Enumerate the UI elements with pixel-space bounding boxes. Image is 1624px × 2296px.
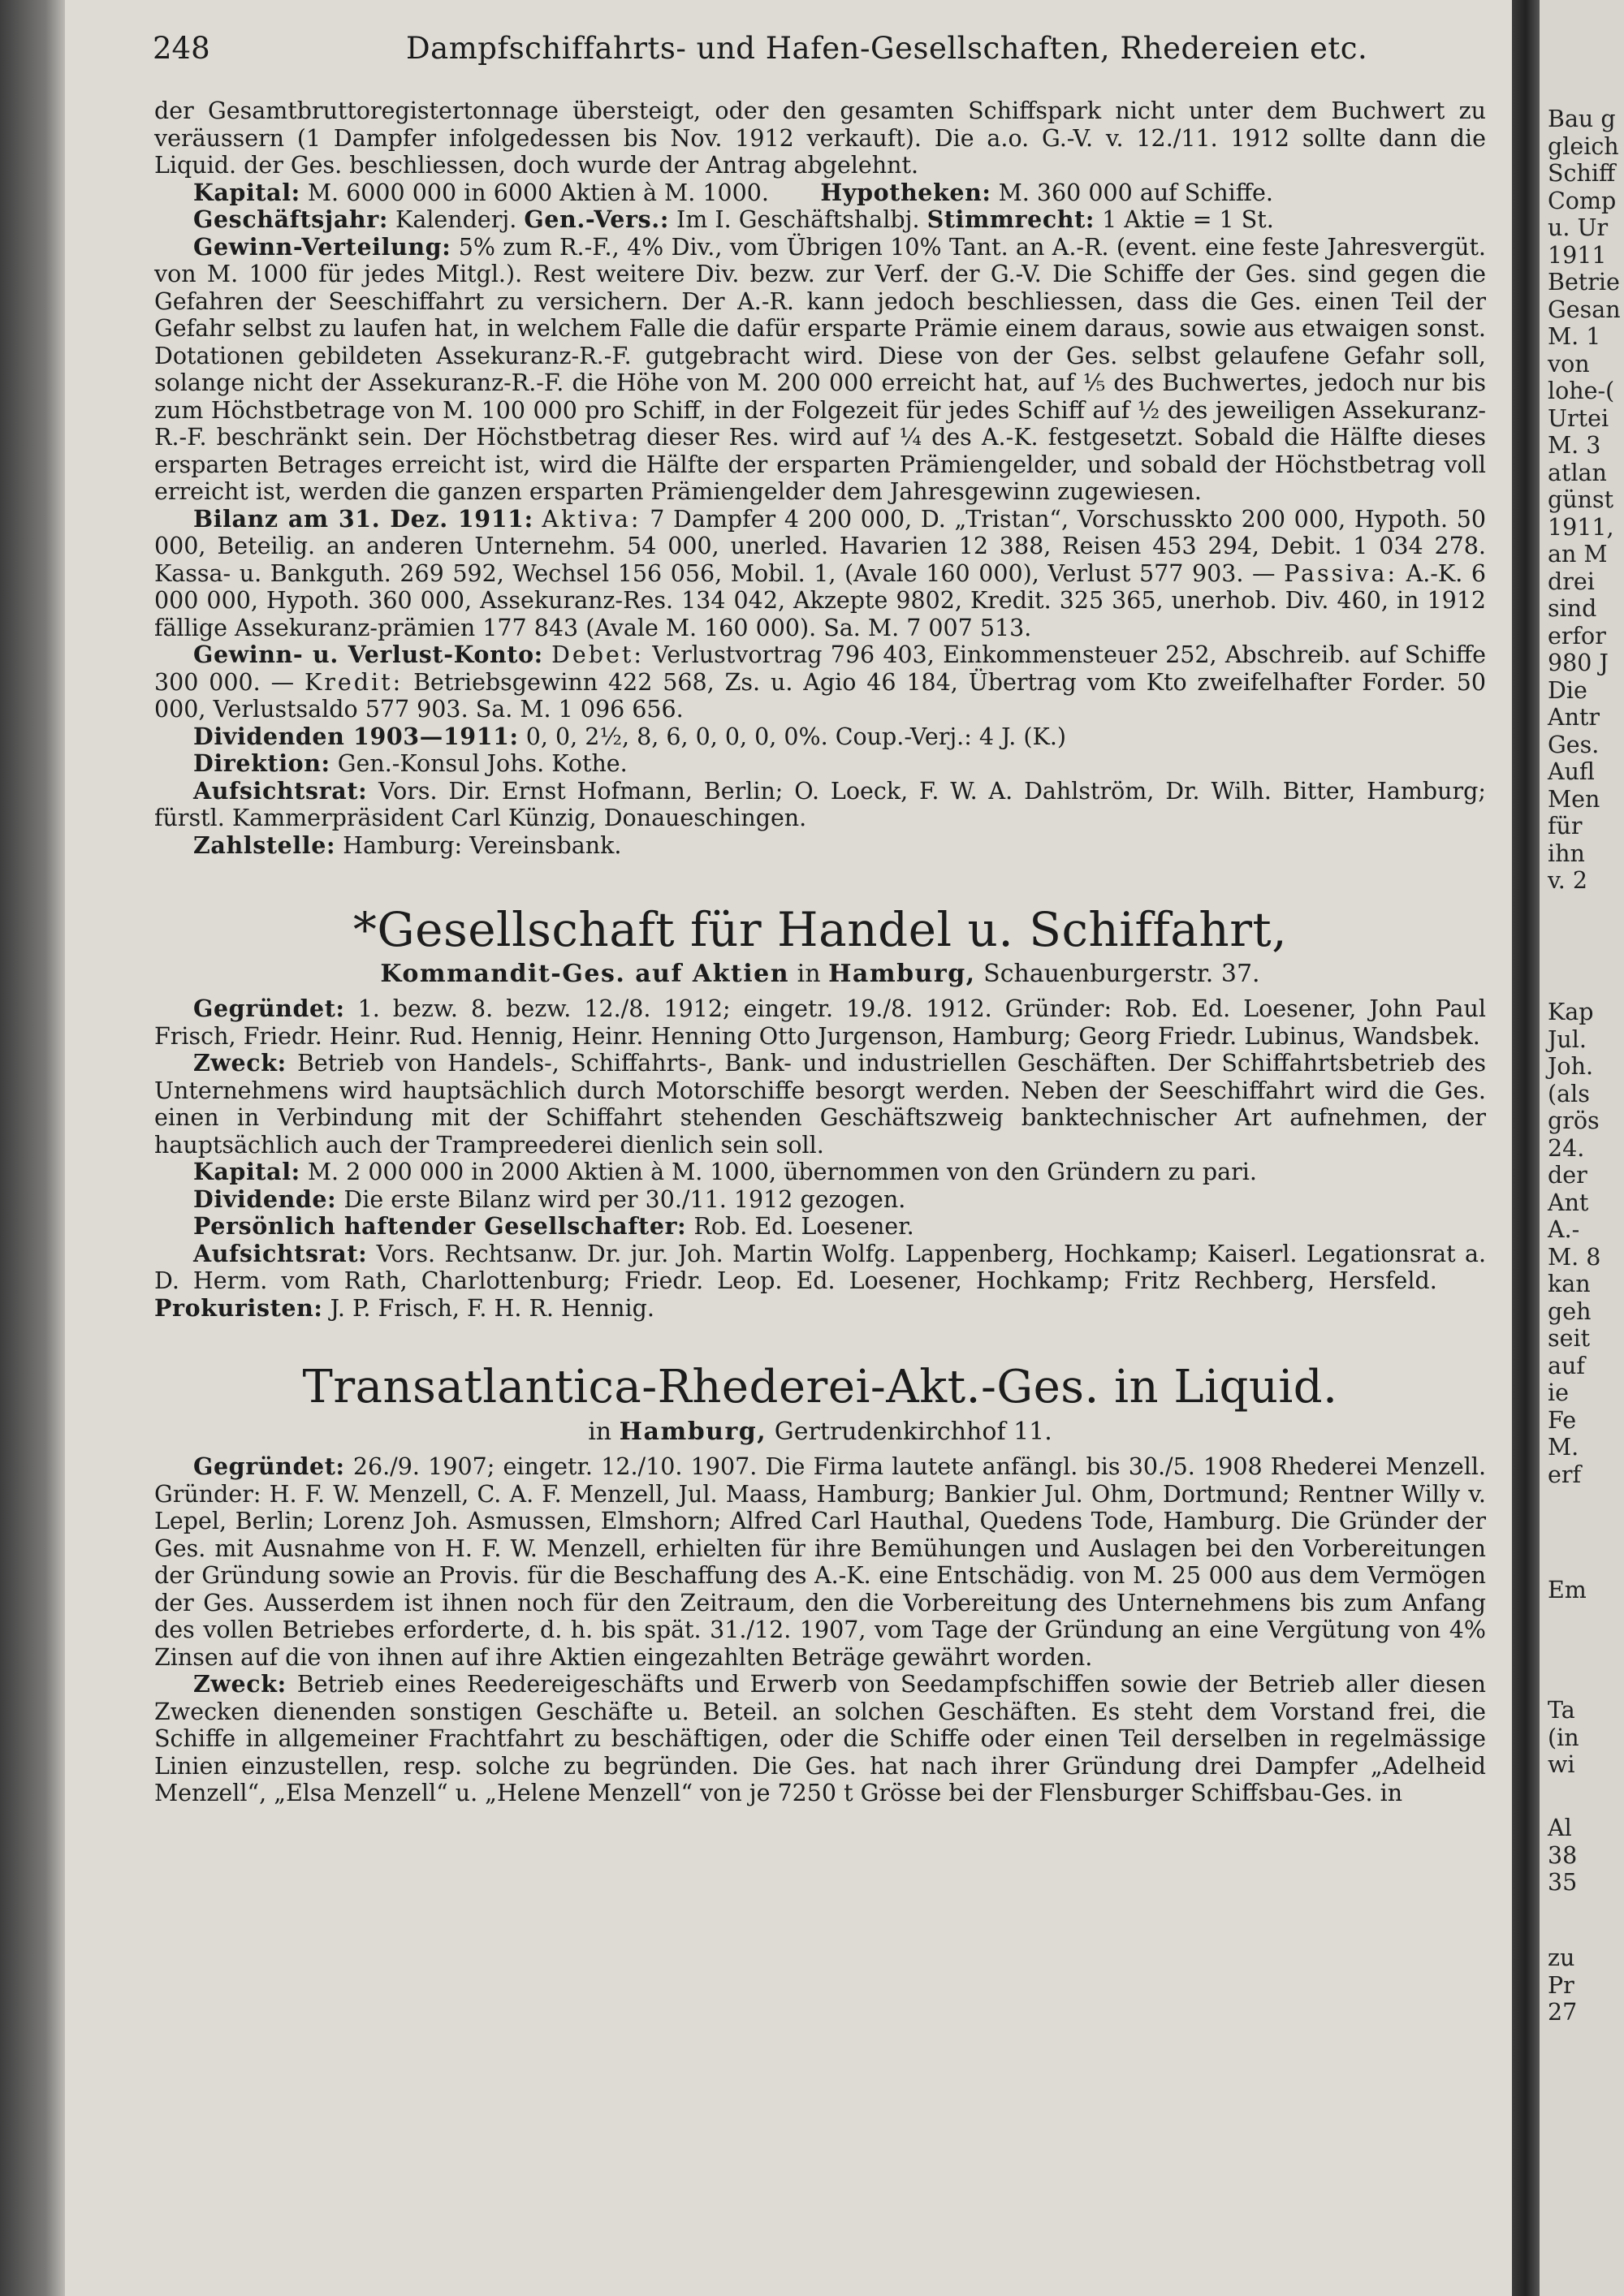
adjacent-page-text-fragment: von — [1548, 350, 1590, 378]
adjacent-page-text-fragment: Gesan — [1548, 296, 1621, 323]
scan-left-edge — [0, 0, 65, 2296]
adjacent-page-text-fragment: 1911, — [1548, 513, 1614, 541]
adjacent-page-text-fragment: Antr — [1548, 704, 1600, 731]
section1-guv: Gewinn- u. Verlust-Konto: Debet: Verlustvortrag 796 403, Einkommensteuer 252, Abschreib. auf Schiffe 300 000. — Kredit: Betriebsgewinn 422 568, Zs. u. Agio 46 184, Übertrag vom Kto zweifelhafter Forder. 50 000, Verlustsaldo 577 903. Sa. M. 1 096 656. — [154, 641, 1486, 723]
adjacent-page-text-fragment: Em — [1548, 1577, 1587, 1603]
adjacent-page-text-fragment: günst — [1548, 486, 1614, 513]
adjacent-page-text-fragment: Kap — [1548, 999, 1594, 1025]
adjacent-page-text-fragment: M. — [1548, 1434, 1579, 1461]
section1-aufsichtsrat: Aufsichtsrat: Vors. Dir. Ernst Hofmann, Berlin; O. Loeck, F. W. A. Dahlström, Dr. Wilh. Bitter, Hamburg; fürstl. Kammerpräsident Carl Künzig, Donaueschingen. — [154, 776, 1487, 831]
section2-aufsichtsrat: Aufsichtsrat: Vors. Rechtsanw. Dr. jur. Joh. Martin Wolfg. Lappenberg, Hochkamp; Kaiserl. Legationsrat a. D. Herm. vom Rath, Charlottenburg; Friedr. Leop. Ed. Loesener, Hochkamp; Fritz Rechberg, Hersfeld. Prokuristen: J. P. Frisch, F. H. R. Hennig. — [154, 1239, 1486, 1322]
adjacent-page-text-fragment: Betrie — [1548, 269, 1620, 296]
adjacent-page-text-fragment: Al — [1548, 1815, 1572, 1841]
section1-geschaeftsjahr: Geschäftsjahr: Kalenderj. Gen.-Vers.: Im I. Geschäftshalbj. Stimmrecht: 1 Aktie = 1 St. — [193, 205, 1274, 233]
adjacent-page-text-fragment: Comp — [1548, 187, 1617, 214]
adjacent-page-text-fragment: Fe — [1548, 1406, 1577, 1434]
adjacent-page-text-fragment: 1911 — [1548, 241, 1607, 269]
adjacent-page-text-fragment: Urtei — [1548, 404, 1609, 432]
adjacent-page-text-fragment: drei — [1548, 568, 1595, 595]
adjacent-page-text-fragment: Aufl — [1548, 758, 1595, 785]
running-title: Dampfschiffahrts- und Hafen-Gesellschaften, Rhedereien etc. — [406, 31, 1368, 66]
adjacent-page-text-fragment: an M — [1548, 541, 1608, 568]
adjacent-page-text-fragment: Ant — [1548, 1189, 1589, 1216]
adjacent-page-text-fragment: ie — [1548, 1379, 1569, 1406]
adjacent-page-text-fragment: Jul. — [1548, 1025, 1587, 1053]
section3-zweck: Zweck: Betrieb eines Reedereigeschäfts und Erwerb von Seedampfschiffen sowie der Betrieb aller diesen Zwecken dienenden sonstigen Geschäfte u. Beteil. an solchen Geschäften. Es steht dem Vorstand frei, die Schiffe in allgemeiner Frachtfahrt zu beschäftigen, oder die Schiffe oder einen Teil derselben in regelmässige Linien einzustellen, resp. solche zu begründen. Die Ges. hat nach ihrer Gründung drei Dampfer „Adelheid Menzell“, „Elsa Menzell“ u. „Helene Menzell“ von je 7250 t Grösse bei der Flensburger Schiffsbau-Ges. in — [154, 1670, 1487, 1806]
adjacent-page-text-fragment: Ta — [1548, 1697, 1575, 1724]
adjacent-page-text-fragment: der — [1548, 1162, 1587, 1189]
section1-zahlstelle: Zahlstelle: Hamburg: Vereinsbank. — [193, 831, 622, 859]
section1-intro: der Gesamtbruttoregistertonnage übersteigt, oder den gesamten Schiffspark nicht unter dem Buchwert zu veräussern (1 Dampfer infolgedessen bis Nov. 1912 verkauft). Die a.o. G.-V. v. 12./11. 1912 sollte dann die Liquid. der Ges. beschliessen, doch wurde der Antrag abgelehnt. — [154, 97, 1486, 179]
adjacent-page-text-fragment: wi — [1548, 1751, 1575, 1778]
adjacent-page-text-fragment: seit — [1548, 1325, 1591, 1352]
adjacent-page-text-fragment: 38 — [1548, 1841, 1578, 1869]
adjacent-page-text-fragment: (als — [1548, 1080, 1590, 1107]
adjacent-page-text-fragment: M. 3 — [1548, 432, 1601, 459]
adjacent-page-text-fragment: 980 J — [1548, 650, 1609, 676]
section2-dividende: Dividende: Die erste Bilanz wird per 30./11. 1912 gezogen. — [193, 1185, 906, 1213]
adjacent-page-text-fragment: lohe-( — [1548, 378, 1615, 404]
adjacent-page-text-fragment: Schiff — [1548, 160, 1616, 187]
adjacent-page-text-fragment: 27 — [1548, 1999, 1578, 2026]
adjacent-page-text-fragment: (in — [1548, 1724, 1579, 1751]
adjacent-page-text-fragment: erfor — [1548, 622, 1606, 650]
adjacent-page-text-fragment: ihn — [1548, 839, 1585, 867]
company-subheading-gesellschaft-handel: Kommandit-Ges. auf Aktien in Hamburg, Schauenburgerstr. 37. — [380, 960, 1260, 988]
adjacent-page-text-fragment: sind — [1548, 595, 1597, 622]
company-subheading-transatlantica: in Hamburg, Gertrudenkirchhof 11. — [588, 1418, 1052, 1446]
adjacent-page-text-fragment: geh — [1548, 1297, 1592, 1325]
adjacent-page-text-fragment: 35 — [1548, 1869, 1578, 1896]
section1-bilanz: Bilanz am 31. Dez. 1911: Aktiva: 7 Dampfer 4 200 000, D. „Tristan“, Vorschusskto 200 000, Hypoth. 50 000, Beteilig. an anderen Unternehm. 54 000, unerled. Havarien 12 388, Reisen 453 294, Debit. 1 034 278. Kassa- u. Bankguth. 269 592, Wechsel 156 056, Mobil. 1, (Avale 160 000), Verlust 577 903. — Passiva: A.-K. 6 000 000, Hypoth. 360 000, Assekuranz-Res. 134 042, Akzepte 9802, Kredit. 325 365, unerhob. Div. 460, in 1912 fällige Assekuranz-prämien 177 843 (Avale M. 160 000). Sa. M. 7 007 513. — [154, 504, 1487, 641]
company-heading-gesellschaft-handel: *Gesellschaft für Handel u. Schiffahrt, — [352, 902, 1288, 957]
adjacent-page-text-fragment: A.- — [1548, 1216, 1580, 1243]
section3-gegruendet: Gegründet: 26./9. 1907; eingetr. 12./10. 1907. Die Firma lautete anfängl. bis 30./5. 1908 Rhederei Menzell. Gründer: H. F. W. Menzell, C. A. F. Menzell, Jul. Maass, Hamburg; Bankier Jul. Ohm, Dortmund; Rentner Willy v. Lepel, Berlin; Lorenz Joh. Asmussen, Elmshorn; Alfred Carl Hauthal, Quedens Tode, Hamburg. Die Gründer der Ges. mit Ausnahme von H. F. W. Menzell, erhielten für ihre Bemühungen und Auslagen bei den Vorbereitungen der Gründung sowie an Provis. für die Beschaffung des A.-K. eine Entschädig. von M. 25 000 aus dem Vermögen der Ges. Ausserdem ist ihnen noch für den Zeitraum, den die Vorbereitung des Unternehmens bis zum Anfang des vollen Betriebes erforderte, d. h. bis spät. 31./12. 1907, vom Tage der Gründung an eine Vergütung von 4% Zinsen auf die von ihnen auf ihre Aktien eingezahlten Beträge gewährt worden. — [154, 1452, 1486, 1671]
adjacent-page-text-fragment: für — [1548, 813, 1583, 839]
adjacent-page-text-fragment: kan — [1548, 1271, 1591, 1297]
adjacent-page-text-fragment: Pr — [1548, 1971, 1574, 1999]
adjacent-page-text-fragment: Die — [1548, 676, 1587, 704]
book-gutter — [1512, 0, 1540, 2296]
adjacent-page-text-fragment: Joh. — [1548, 1053, 1593, 1080]
section1-kapital: Kapital: M. 6000 000 in 6000 Aktien à M. 1000. Hypotheken: M. 360 000 auf Schiffe. — [193, 178, 1273, 206]
section1-dividenden: Dividenden 1903—1911: 0, 0, 2½, 8, 6, 0, 0, 0, 0%. Coup.-Verj.: 4 J. (K.) — [193, 722, 1067, 750]
adjacent-page-text-fragment: u. Ur — [1548, 214, 1609, 241]
section1-gewinnverteilung: Gewinn-Verteilung: 5% zum R.-F., 4% Div., vom Übrigen 10% Tant. an A.-R. (event. eine feste Jahresvergüt. von M. 1000 für jedes Mitgl.). Rest weitere Div. bezw. zur Verf. der G.-V. Die Schiffe der Ges. sind gegen die Gefahren der Seeschiffahrt zu versichern. Der A.-R. kann jedoch beschliessen, dass die Ges. einen Teil der Gefahr selbst zu laufen hat, in welchem Falle die dafür ersparte Prämie einem daraus, sowie aus etwaigen sonst. Dotationen gebildeten Assekuranz-R.-F. gutgebracht wird. Diese von der Ges. selbst gelaufene Gefahr soll, solange nicht der Assekuranz-R.-F. die Höhe von M. 200 000 erreicht hat, auf ⅕ des Buchwertes, jedoch nur bis zum Höchstbetrage von M. 100 000 pro Schiff, in der Folgezeit für jedes Schiff auf ½ des jeweiligen Assekuranz-R.-F. beschränkt sein. Der Höchstbetrag dieser Res. wird auf ¼ des A.-K. festgesetzt. Sobald die Hälfte dieses ersparten Betrages erreicht ist, wird die Hälfte der ersparten Prämiengelder, und sobald der Höchstbetrag voll erreicht ist, werden die ganzen ersparten Prämiengelder dem Jahresgewinn zugewiesen. — [154, 232, 1486, 505]
adjacent-page-text-fragment: Bau g — [1548, 106, 1616, 132]
section2-zweck: Zweck: Betrieb von Handels-, Schiffahrts-, Bank- und industriellen Geschäften. Der Schiffahrtsbetrieb des Unternehmens wird hauptsächlich durch Motorschiffe besorgt werden. Neben der Seeschiffahrt wird die Ges. einen in Verbindung mit der Schiffahrt stehenden Geschäftszweig banktechnischer Art aufnehmen, der hauptsächlich auch der Trampreederei dienlich sein soll. — [154, 1049, 1486, 1159]
adjacent-page-text-fragment: Ges. — [1548, 731, 1600, 758]
adjacent-page-text-fragment: erf — [1548, 1461, 1582, 1488]
section2-persoenlich-haftend: Persönlich haftender Gesellschafter: Rob. Ed. Loesener. — [193, 1212, 914, 1240]
adjacent-page-text-fragment: gleich — [1548, 132, 1619, 160]
adjacent-page-text-fragment: M. 1 — [1548, 323, 1601, 350]
adjacent-page-text-fragment: atlan — [1548, 459, 1607, 486]
page-number: 248 — [153, 31, 210, 66]
adjacent-page-text-fragment: M. 8 — [1548, 1243, 1601, 1271]
section1-direktion: Direktion: Gen.-Konsul Johs. Kothe. — [193, 749, 628, 777]
adjacent-page-text-fragment: zu — [1548, 1944, 1575, 1971]
adjacent-page-text-fragment: grös — [1548, 1107, 1600, 1134]
section2-gegruendet: Gegründet: 1. bezw. 8. bezw. 12./8. 1912; eingetr. 19./8. 1912. Gründer: Rob. Ed. Loesener, John Paul Frisch, Friedr. Heinr. Rud. Hennig, Heinr. Henning Otto Jurgenson, Hamburg; Georg Friedr. Lubinus, Wandsbek. — [154, 995, 1486, 1050]
adjacent-page-fragment — [1540, 0, 1624, 2296]
adjacent-page-text-fragment: v. 2 — [1548, 867, 1587, 894]
page-content — [154, 97, 1486, 1807]
company-heading-transatlantica: Transatlantica-Rhederei-Akt.-Ges. in Liquid. — [302, 1361, 1338, 1413]
adjacent-page-text-fragment: 24. — [1548, 1134, 1585, 1162]
adjacent-page-text-fragment: Men — [1548, 785, 1600, 813]
section2-kapital: Kapital: M. 2 000 000 in 2000 Aktien à M. 1000, übernommen von den Gründern zu pari. — [193, 1158, 1257, 1185]
adjacent-page-text-fragment: auf — [1548, 1352, 1585, 1379]
page-header — [89, 31, 1494, 80]
